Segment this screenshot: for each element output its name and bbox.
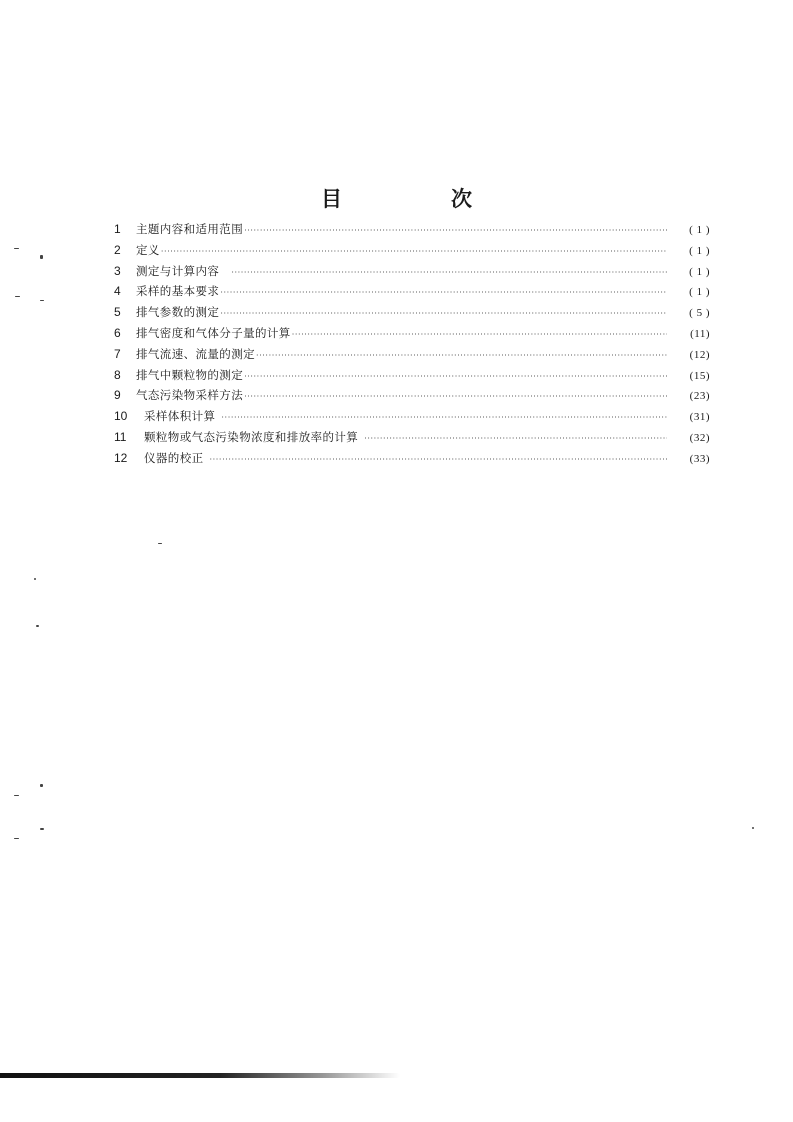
toc-entry-number: 9 <box>114 388 121 403</box>
scan-speck <box>15 296 20 297</box>
toc-entry-2[interactable] <box>114 240 710 261</box>
toc-entry-11[interactable] <box>114 427 710 448</box>
toc-entry-page: ( 1 ) <box>689 265 710 278</box>
toc-entry-number: 3 <box>114 263 121 278</box>
toc-entry-12[interactable] <box>114 448 710 469</box>
toc-entry-number: 6 <box>114 325 121 340</box>
scan-speck <box>752 827 754 829</box>
toc-entry-page: (31) <box>689 411 710 424</box>
toc-entry-title: 定义 <box>136 242 160 257</box>
dot-leader <box>220 304 667 325</box>
dot-leader <box>364 429 667 450</box>
scan-speck <box>36 625 39 627</box>
toc-entry-9[interactable] <box>114 385 710 406</box>
toc-entry-title: 排气中颗粒物的测定 <box>136 367 244 382</box>
dot-leader <box>244 387 667 408</box>
toc-entry-number: 2 <box>114 242 121 257</box>
dot-leader <box>292 325 667 346</box>
scan-speck <box>40 828 44 830</box>
dot-leader <box>244 221 667 242</box>
toc-entry-8[interactable] <box>114 365 710 386</box>
dot-leader <box>220 283 667 304</box>
toc-entry-title: 排气密度和气体分子量的计算 <box>136 325 291 340</box>
toc-entry-page: ( 5 ) <box>689 307 710 320</box>
toc-entry-page: ( 1 ) <box>689 244 710 257</box>
toc-entry-number: 1 <box>114 222 121 236</box>
toc-entry-number: 5 <box>114 305 121 320</box>
toc-entry-number: 8 <box>114 367 121 382</box>
dot-leader <box>244 367 667 388</box>
toc-entry-page: ( 1 ) <box>689 286 710 299</box>
toc-entry-title: 采样的基本要求 <box>136 284 220 299</box>
toc-entry-5[interactable] <box>114 302 710 323</box>
scan-speck <box>40 784 43 787</box>
toc-entry-title: 仪器的校正 <box>144 450 204 465</box>
toc-entry-7[interactable] <box>114 344 710 365</box>
toc-entry-title: 测定与计算内容 <box>136 263 220 278</box>
toc-entry-3[interactable] <box>114 261 710 282</box>
toc-entry-page: (11) <box>690 327 710 340</box>
table-of-contents <box>114 219 710 469</box>
dot-leader <box>221 408 667 429</box>
toc-entry-title: 排气流速、流量的测定 <box>136 346 255 361</box>
dot-leader <box>231 263 667 284</box>
toc-entry-title: 颗粒物或气态污染物浓度和排放率的计算 <box>144 429 359 444</box>
scan-speck <box>14 838 19 839</box>
scan-speck <box>40 255 43 259</box>
toc-entry-page: (33) <box>689 452 710 465</box>
scan-speck <box>14 248 19 249</box>
scan-speck <box>34 578 36 580</box>
toc-entry-page: (15) <box>689 369 710 382</box>
toc-entry-number: 7 <box>114 346 121 361</box>
toc-entry-number: 4 <box>114 284 121 299</box>
dot-leader <box>256 346 667 367</box>
dot-leader <box>210 450 668 471</box>
scan-speck <box>40 300 44 301</box>
scan-speck <box>14 795 19 796</box>
toc-entry-title: 主题内容和适用范围 <box>136 222 244 236</box>
toc-entry-10[interactable] <box>114 406 710 427</box>
toc-entry-4[interactable] <box>114 281 710 302</box>
toc-entry-page: (32) <box>689 431 710 444</box>
scan-speck <box>158 543 162 544</box>
toc-entry-number: 12 <box>114 450 128 465</box>
toc-entry-title: 排气参数的测定 <box>136 305 220 320</box>
dot-leader <box>161 242 667 263</box>
page-title: 目 次 <box>321 187 516 211</box>
toc-entry-page: ( 1 ) <box>689 224 710 236</box>
toc-entry-1[interactable] <box>114 219 710 240</box>
toc-entry-number: 11 <box>114 429 127 444</box>
toc-entry-page: (12) <box>689 348 710 361</box>
toc-entry-page: (23) <box>689 390 710 403</box>
toc-entry-title: 采样体积计算 <box>144 409 216 424</box>
toc-entry-number: 10 <box>114 409 128 424</box>
bottom-rule <box>0 1073 400 1078</box>
toc-entry-title: 气态污染物采样方法 <box>136 388 244 403</box>
toc-entry-6[interactable] <box>114 323 710 344</box>
